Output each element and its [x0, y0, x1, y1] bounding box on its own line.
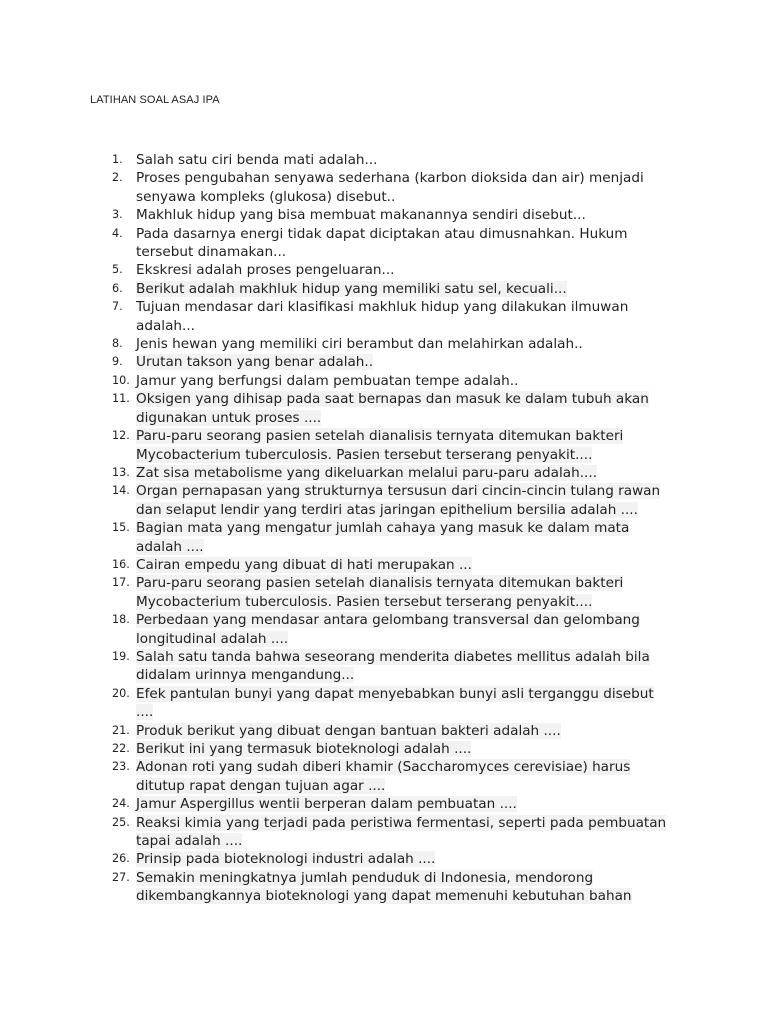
question-number: 26.	[112, 852, 130, 866]
question-text-line: Cairan empedu yang dibuat di hati merupakan ...	[136, 556, 472, 573]
question-text-line: Jenis hewan yang memiliki ciri berambut dan melahirkan adalah..	[136, 336, 583, 353]
question-number: 12.	[112, 429, 130, 443]
question-text	[136, 740, 700, 758]
question-item	[0, 372, 700, 390]
question-item	[0, 795, 700, 813]
question-item	[0, 482, 700, 519]
question-number: 8.	[112, 337, 123, 351]
question-item	[0, 869, 700, 906]
question-text	[136, 556, 700, 574]
question-text-line: Jamur yang berfungsi dalam pembuatan tempe adalah..	[136, 372, 519, 389]
question-item	[0, 611, 700, 648]
question-text	[136, 169, 700, 206]
question-number: 18.	[112, 613, 130, 627]
question-text-line: Ekskresi adalah proses pengeluaran...	[136, 262, 395, 279]
question-text-line: Urutan takson yang benar adalah..	[136, 354, 374, 371]
question-text-line: Salah satu tanda bahwa seseorang menderita diabetes mellitus adalah bila	[136, 648, 650, 665]
question-item	[0, 814, 700, 851]
question-number: 2.	[112, 171, 123, 185]
question-number: 7.	[112, 300, 123, 314]
question-item	[0, 556, 700, 574]
question-item	[0, 722, 700, 740]
question-text-line: Makhluk hidup yang bisa membuat makanannya sendiri disebut...	[136, 207, 586, 224]
question-number: 15.	[112, 521, 130, 535]
question-number: 23.	[112, 760, 130, 774]
question-text	[136, 225, 700, 262]
question-number: 11.	[112, 392, 130, 406]
question-text	[136, 261, 700, 279]
question-item	[0, 740, 700, 758]
question-text-line: Proses pengubahan senyawa sederhana (karbon dioksida dan air) menjadi	[136, 170, 644, 187]
question-item	[0, 298, 700, 335]
question-text-line: dan selaput lendir yang terdiri atas jaringan epithelium bersilia adalah ....	[136, 501, 638, 518]
question-number: 17.	[112, 576, 130, 590]
question-number: 5.	[112, 263, 123, 277]
question-number: 14.	[112, 484, 130, 498]
question-item	[0, 225, 700, 262]
question-text-line: senyawa kompleks (glukosa) disebut..	[136, 188, 396, 205]
question-text	[136, 574, 700, 611]
question-item	[0, 758, 700, 795]
question-item	[0, 464, 700, 482]
question-text	[136, 869, 700, 906]
question-text-line: Mycobacterium tuberculosis. Pasien tersebut terserang penyakit....	[136, 446, 593, 463]
question-text	[136, 850, 700, 868]
question-text	[136, 298, 700, 335]
question-text-line: tersebut dinamakan...	[136, 244, 287, 261]
question-text-line: Efek pantulan bunyi yang dapat menyebabkan bunyi asli terganggu disebut	[136, 685, 654, 702]
question-text	[136, 151, 700, 169]
question-text-line: Bagian mata yang mengatur jumlah cahaya yang masuk ke dalam mata	[136, 520, 630, 537]
question-item	[0, 850, 700, 868]
question-text-line: Semakin meningkatnya jumlah penduduk di Indonesia, mendorong	[136, 869, 594, 886]
question-text-line: adalah ....	[136, 538, 204, 555]
question-item	[0, 648, 700, 685]
question-list	[0, 151, 700, 906]
question-number: 19.	[112, 649, 130, 663]
question-number: 16.	[112, 557, 130, 571]
question-text-line: Reaksi kimia yang terjadi pada peristiwa fermentasi, seperti pada pembuatan	[136, 814, 667, 831]
question-number: 21.	[112, 723, 130, 737]
question-text-line: Salah satu ciri benda mati adalah...	[136, 152, 378, 168]
question-item	[0, 335, 700, 353]
question-item	[0, 151, 700, 169]
question-number: 13.	[112, 465, 130, 479]
question-text-line: adalah...	[136, 317, 195, 334]
question-text-line: Berikut adalah makhluk hidup yang memiliki satu sel, kecuali...	[136, 280, 567, 297]
question-item	[0, 390, 700, 427]
question-number: 4.	[112, 226, 123, 240]
question-text-line: Zat sisa metabolisme yang dikeluarkan melalui paru-paru adalah....	[136, 464, 598, 481]
question-text-line: didalam urinnya mengandung...	[136, 667, 355, 684]
question-text	[136, 611, 700, 648]
question-text	[136, 335, 700, 353]
question-text	[136, 464, 700, 482]
question-text	[136, 795, 700, 813]
question-item	[0, 261, 700, 279]
question-text-line: ditutup rapat dengan tujuan agar ....	[136, 777, 386, 794]
question-number: 22.	[112, 742, 130, 755]
question-text	[136, 685, 700, 722]
question-text	[136, 722, 700, 740]
question-text	[136, 280, 700, 298]
question-text	[136, 519, 700, 556]
question-number: 24.	[112, 797, 130, 811]
question-text-line: Organ pernapasan yang strukturnya tersusun dari cincin-cincin tulang rawan	[136, 483, 661, 500]
question-item	[0, 169, 700, 206]
question-text-line: Berikut ini yang termasuk bioteknologi adalah ....	[136, 741, 472, 757]
question-number: 6.	[112, 281, 123, 295]
question-text	[136, 482, 700, 519]
question-text-line: Pada dasarnya energi tidak dapat diciptakan atau dimusnahkan. Hukum	[136, 225, 628, 242]
question-text-line: dikembangkannya bioteknologi yang dapat memenuhi kebutuhan bahan	[136, 888, 632, 905]
question-text	[136, 353, 700, 371]
question-item	[0, 280, 700, 298]
question-text-line: Jamur Aspergillus wentii berperan dalam pembuatan ....	[136, 796, 517, 813]
question-text-line: Paru-paru seorang pasien setelah dianalisis ternyata ditemukan bakteri	[136, 575, 624, 592]
question-text-line: Tujuan mendasar dari klasifikasi makhluk hidup yang dilakukan ilmuwan	[136, 299, 629, 316]
question-text	[136, 372, 700, 390]
question-text-line: digunakan untuk proses ....	[136, 409, 322, 426]
question-text-line: Produk berikut yang dibuat dengan bantuan bakteri adalah ....	[136, 722, 561, 739]
question-text-line: Perbedaan yang mendasar antara gelombang transversal dan gelombang	[136, 612, 640, 629]
question-item	[0, 427, 700, 464]
question-item	[0, 519, 700, 556]
question-item	[0, 353, 700, 371]
question-text-line: ....	[136, 704, 154, 721]
question-number: 1.	[112, 153, 123, 166]
question-text-line: Prinsip pada bioteknologi industri adalah ....	[136, 851, 436, 868]
question-text-line: longitudinal adalah ....	[136, 630, 289, 647]
question-number: 25.	[112, 815, 130, 829]
question-text-line: tapai adalah ....	[136, 833, 243, 850]
question-text-line: Oksigen yang dihisap pada saat bernapas dan masuk ke dalam tubuh akan	[136, 391, 649, 408]
question-text	[136, 814, 700, 851]
question-text-line: Paru-paru seorang pasien setelah dianalisis ternyata ditemukan bakteri	[136, 428, 624, 445]
question-item	[0, 685, 700, 722]
question-item	[0, 206, 700, 224]
question-text	[136, 390, 700, 427]
question-text	[136, 648, 700, 685]
question-item	[0, 574, 700, 611]
question-number: 9.	[112, 355, 123, 369]
question-text	[136, 206, 700, 224]
question-text-line: Mycobacterium tuberculosis. Pasien tersebut terserang penyakit....	[136, 593, 593, 610]
question-number: 20.	[112, 686, 130, 700]
question-text	[136, 427, 700, 464]
question-text-line: Adonan roti yang sudah diberi khamir (Saccharomyces cerevisiae) harus	[136, 759, 631, 776]
question-number: 10.	[112, 373, 130, 387]
question-number: 3.	[112, 208, 123, 222]
question-number: 27.	[112, 870, 130, 884]
document-title: LATIHAN SOAL ASAJ IPA	[90, 94, 220, 106]
question-text	[136, 758, 700, 795]
